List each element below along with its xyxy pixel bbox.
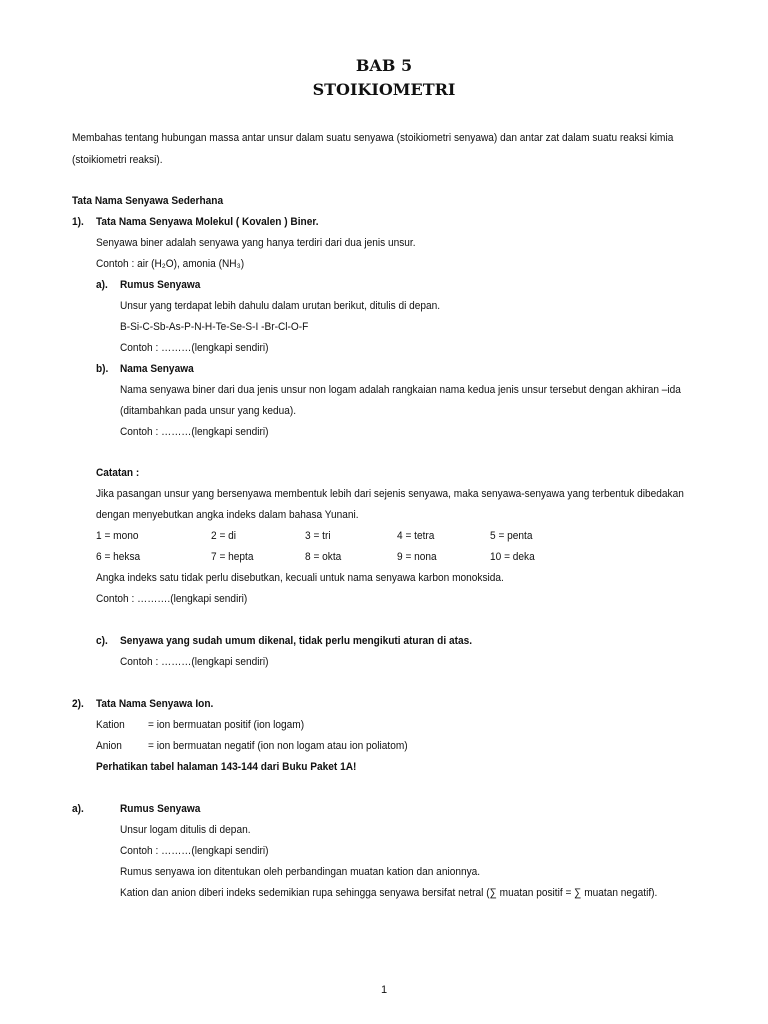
anion-term: Anion: [96, 740, 122, 752]
numeral-item: 8 = okta: [305, 551, 342, 563]
subsection-title: Rumus Senyawa: [120, 803, 201, 815]
paragraph-line: Unsur logam ditulis di depan.: [120, 824, 251, 836]
example-line: Contoh : ………(lengkapi sendiri): [120, 845, 269, 857]
chapter-label: BAB 5: [355, 56, 413, 75]
page-number: 1: [380, 984, 388, 996]
numeral-item: 6 = heksa: [96, 551, 141, 563]
subsection-title: Nama Senyawa: [120, 363, 194, 375]
subsection-title: Senyawa yang sudah umum dikenal, tidak perlu mengikuti aturan di atas.: [120, 635, 473, 647]
subsection-title: Rumus Senyawa: [120, 279, 201, 291]
paragraph-line: Senyawa biner adalah senyawa yang hanya terdiri dari dua jenis unsur.: [96, 237, 416, 249]
paragraph-line: Kation dan anion diberi indeks sedemikian rupa sehingga senyawa bersifat netral (∑ muatan positif = ∑ muatan negatif).: [120, 887, 658, 899]
paragraph-line: Nama senyawa biner dari dua jenis unsur non logam adalah rangkaian nama kedua jenis unsur tersebut dengan akhiran –ida: [120, 384, 681, 396]
part-title: Tata Nama Senyawa Molekul ( Kovalen ) Biner.: [96, 216, 319, 228]
note-title: Catatan :: [96, 467, 140, 479]
section-title: Tata Nama Senyawa Sederhana: [72, 195, 224, 207]
paragraph-line: (ditambahkan pada unsur yang kedua).: [120, 405, 297, 417]
paragraph-line: Unsur yang terdapat lebih dahulu dalam urutan berikut, ditulis di depan.: [120, 300, 441, 312]
numeral-item: 3 = tri: [305, 530, 331, 542]
intro-line: (stoikiometri reaksi).: [72, 154, 163, 166]
numeral-item: 5 = penta: [490, 530, 533, 542]
paragraph-line: Angka indeks satu tidak perlu disebutkan, kecuali untuk nama senyawa karbon monoksida.: [96, 572, 504, 584]
paragraph-line: dengan menyebutkan angka indeks dalam bahasa Yunani.: [96, 509, 359, 521]
example-line: Contoh : ………(lengkapi sendiri): [120, 426, 269, 438]
subsection-label: b).: [96, 363, 109, 375]
anion-definition: = ion bermuatan negatif (ion non logam atau ion poliatom): [148, 740, 408, 752]
kation-term: Kation: [96, 719, 125, 731]
example-line: Contoh : ……….(lengkapi sendiri): [96, 593, 248, 605]
numeral-item: 2 = di: [211, 530, 237, 542]
part-title: Tata Nama Senyawa Ion.: [96, 698, 214, 710]
subsection-label: a).: [72, 803, 84, 815]
part-number: 1).: [72, 216, 84, 228]
subsection-label: c).: [96, 635, 108, 647]
numeral-item: 9 = nona: [397, 551, 437, 563]
example-line: Contoh : air (H₂O), amonia (NH₃): [96, 258, 245, 270]
numeral-item: 10 = deka: [490, 551, 535, 563]
intro-line: Membahas tentang hubungan massa antar unsur dalam suatu senyawa (stoikiometri senyawa) dan antar zat dalam suatu reaksi kimia: [72, 132, 674, 144]
example-line: Contoh : ………(lengkapi sendiri): [120, 656, 269, 668]
numeral-item: 4 = tetra: [397, 530, 435, 542]
numeral-item: 7 = hepta: [211, 551, 254, 563]
paragraph-line: Rumus senyawa ion ditentukan oleh perbandingan muatan kation dan anionnya.: [120, 866, 481, 878]
numeral-item: 1 = mono: [96, 530, 139, 542]
paragraph-line: Jika pasangan unsur yang bersenyawa membentuk lebih dari sejenis senyawa, maka senyawa-senyawa yang terbentuk dibedakan: [96, 488, 684, 500]
page-title: STOIKIOMETRI: [312, 80, 456, 99]
reference-note: Perhatikan tabel halaman 143-144 dari Buku Paket 1A!: [96, 761, 357, 773]
example-line: Contoh : ………(lengkapi sendiri): [120, 342, 269, 354]
part-number: 2).: [72, 698, 84, 710]
subsection-label: a).: [96, 279, 108, 291]
element-order: B-Si-C-Sb-As-P-N-H-Te-Se-S-I -Br-Cl-O-F: [120, 321, 309, 333]
kation-definition: = ion bermuatan positif (ion logam): [148, 719, 305, 731]
